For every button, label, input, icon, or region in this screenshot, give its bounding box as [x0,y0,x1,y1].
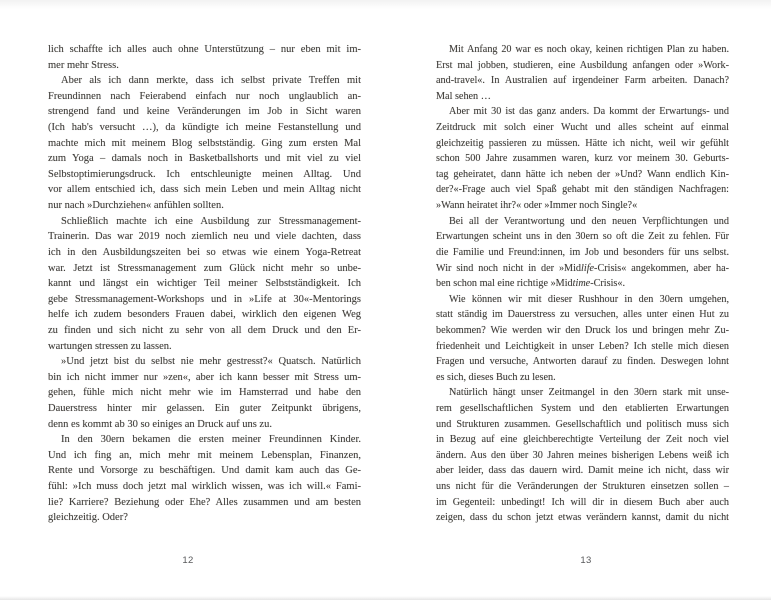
text-line: ändern. Aus den über 30 Jahren meines bisherigen Lebens weiß ich [436,449,729,461]
text-line: (Ich hab's versucht …), da kündigte ich meine Festanstellung und [48,122,361,134]
text-line: Wir sind noch nicht in der »Midlife-Crisis« angekommen, aber ha- [436,262,729,274]
text-line: Selbstoptimierungsdruck. Ich entschleunigte meinen Alltag. Und [48,168,361,180]
text-line: Schließlich machte ich eine Ausbildung zur Stressmanagement- [61,215,361,227]
text-line: die Familie und Freund:innen, im Job und besonders für uns selbst. [436,246,729,258]
text-line: Aber als ich dann merkte, dass ich selbst private Treffen mit [61,75,361,87]
text-line: wartungen stressen zu lassen. [48,340,172,352]
text-line: im Gegenteil: unbedingt! Ich will dir in diesem Buch aber auch [436,496,729,508]
text-line: zu finden und sich nicht zu sehr von all dem Druck und den Er- [48,324,361,336]
text-line: Erwartungen scheint uns in den 30ern so oft die Zeit zu fehlen. Für [436,231,729,243]
text-line: gleichzeitig. Oder? [48,512,128,524]
text-line: es sich, dieses Buch zu lesen. [436,371,556,383]
text-line: strengend fand und keine Veränderungen im Job in Sicht waren [48,106,361,118]
text-line: Mal sehen … [436,90,491,102]
text-line: aber leider, dass das dauern wird. Damit meine ich nicht, dass wir [436,465,729,477]
text-line: uns nicht für die Veränderungen der Strukturen einsetzen sollen – [436,481,729,493]
text-line: bin ich nicht immer nur »zen«, aber ich kann besser mit Stress um- [48,371,361,383]
text-line: denn es kommt ab 30 so einiges an Druck auf uns zu. [48,418,272,430]
text-line: vor allem entschied ich, dass sich mein Leben und mein Alltag nicht [48,184,361,196]
text-line: ich in den Ausbildungszeiten bei so etwas wie einem Yoga-Retreat [48,246,361,258]
text-line: mer mehr Stress. [48,59,119,71]
text-line: gebe Stressmanagement-Workshops und in »Life at 30«-Mentorings [48,293,361,305]
text-line: machte mich mit meinem Blog selbstständig. Ging zum ersten Mal [48,137,361,149]
text-line: zum Yoga – damals noch in Basketballshorts und mit viel zu viel [48,153,361,165]
text-line: bekommen? Wie werden wir den Druck los und bringen mehr Zu- [436,324,729,336]
text-line: rem gesellschaftlichen System und den etablierten Erwartungen [436,403,729,415]
text-line: fühl: »Ich muss doch jetzt mal wirklich wissen, was ich will.« Fami- [48,481,361,493]
text-line: und Strukturen zusammen. Gesellschaftlich und politisch muss sich [436,418,729,430]
text-line: Fragen und versuche, Antworten darauf zu finden. Deswegen lohnt [436,356,729,368]
left-page-text-column [48,42,361,526]
text-line: der?«-Frage auch viel Spaß gehabt mit den ständigen Nachfragen: [436,184,729,196]
right-page-text-column [436,42,729,526]
text-line: friedenheit und Leichtigkeit in unser Leben? Ich stelle mich diesen [436,340,729,352]
text-line: in Bezug auf eine gleichberechtigte Verteilung der Zeit noch viel [436,434,729,446]
page-number-right: 13 [580,555,592,566]
text-line: Erst mal jobben, studieren, eine Ausbildung anfangen oder »Work- [436,59,729,71]
text-line: schon 500 Jahre zusammen waren, kurz vor meinem 30. Geburts- [436,153,729,165]
text-line: kannt und längst ein wichtiger Teil meiner Selbstständigkeit. Ich [48,278,361,290]
text-line: »Und jetzt bist du selbst nie mehr gestresst?« Quatsch. Natürlich [61,356,361,368]
scan-edge-top [0,0,771,9]
text-line: helfe ich zudem besonders Frauen dabei, wirklich den eigenen Weg [48,309,361,321]
scan-edge-bottom [0,596,771,600]
text-line: »Wann heiratet ihr?« oder »Immer noch Single?« [436,200,638,212]
text-line: war. Jetzt ist Stressmanagement zum Glück nicht mehr so unbe- [48,262,361,274]
text-line: Und ich fing an, mich mehr mit meinem Lebensplan, Finanzen, [48,449,361,461]
text-line: statt ständig im Dauerstress zu versuchen, alles unter einen Hut zu [436,309,729,321]
text-line: zeigen, dass du schon jetzt etwas verändern kannst, damit du nicht [436,512,729,524]
text-line: Zeitdruck mit solch einer Wucht und alles scheint auf einmal [436,122,729,134]
text-line: gleichzeitig passieren zu müssen. Hätte ich nicht, weil wir gefühlt [436,137,729,149]
text-line: lich schaffte ich alles auch ohne Unterstützung – nur eben mit im- [48,44,361,55]
page-number-left: 12 [182,555,194,566]
text-line: lie? Karriere? Beziehung oder Ehe? Alles zusammen und am besten [48,496,361,508]
text-line: tag geheiratet, dann hätte ich neben der »Und? Wann endlich Kin- [436,168,729,180]
text-line: Dauerstress hinter mir gelassen. Ein guter Zeitpunkt übrigens, [48,403,361,415]
text-line: Freundinnen nach Feierabend einfach nur noch unglaublich an- [48,90,361,102]
text-line: Wie können wir mit dieser Rushhour in den 30ern umgehen, [449,293,729,305]
text-line: In den 30ern bekamen die ersten meiner Freundinnen Kinder. [61,434,361,446]
text-line: Mit Anfang 20 war es noch okay, keinen richtigen Plan zu haben. [449,44,729,55]
text-line: gehen, fühle mich nicht mehr wie im Hamsterrad und habe den [48,387,361,399]
text-line: and-travel«. In Australien auf irgendeiner Farm arbeiten. Danach? [436,75,729,87]
text-line: nur nach »Durchziehen« anfühlen sollten. [48,200,224,212]
text-line: Bei all der Verantwortung und den neuen Verpflichtungen und [449,215,729,227]
text-line: ben schon mal eine richtige »Midtime-Crisis«. [436,278,626,290]
text-line: Aber mit 30 ist das ganz anders. Da kommt der Erwartungs- und [449,106,729,118]
text-line: Trainerin. Das war 2019 noch ziemlich neu und viele dachten, dass [48,231,361,243]
text-line: Natürlich hängt unser Zeitmangel in den 30ern stark mit unse- [449,387,729,399]
text-line: Rente und Vorsorge zu beschäftigen. Und damit kam auch das Ge- [48,465,361,477]
